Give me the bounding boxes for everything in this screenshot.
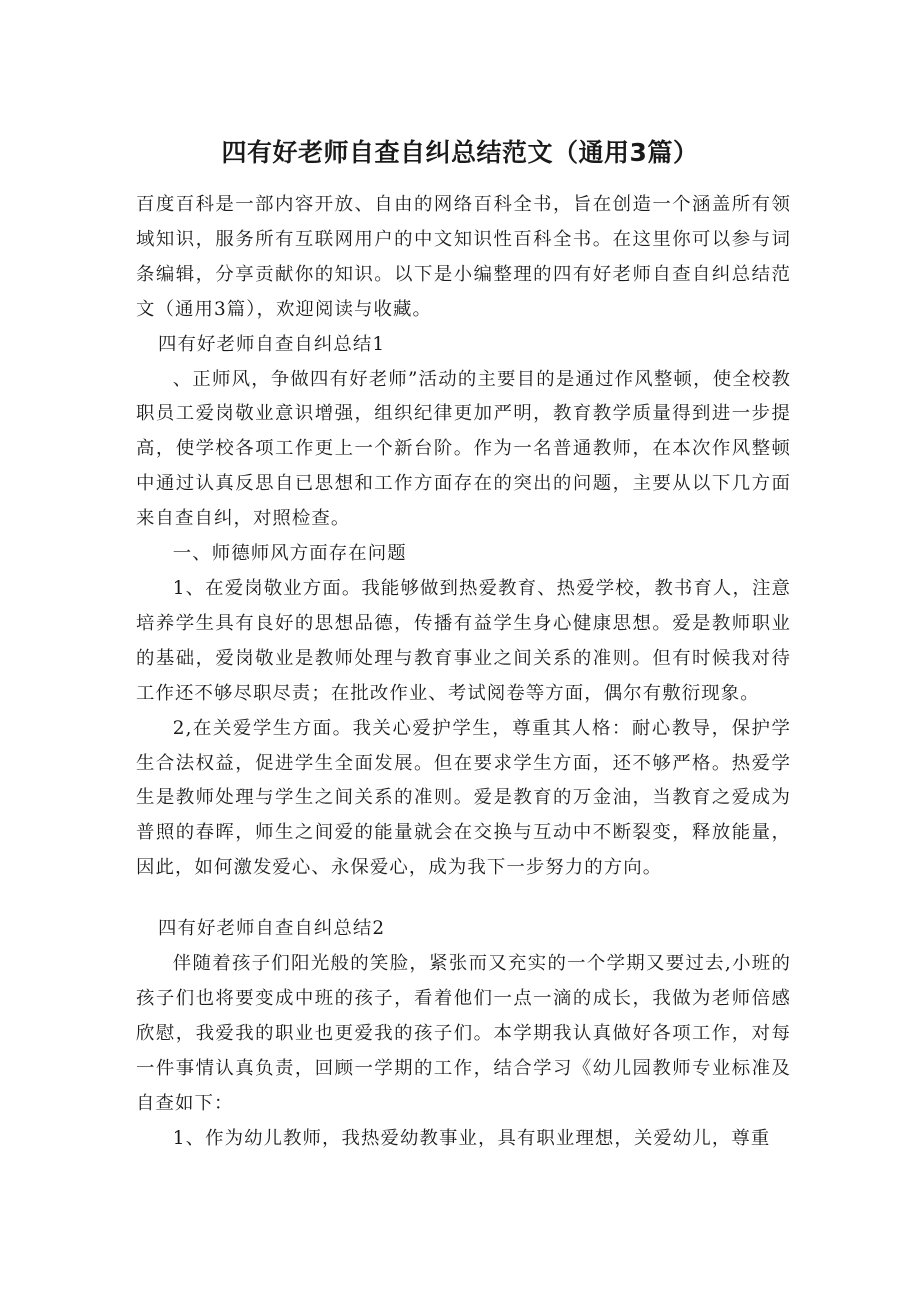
body-paragraph: 1、作为幼儿教师，我热爱幼教事业，具有职业理想，关爱幼儿，尊重 [172,1127,771,1149]
body-paragraph: 伴随着孩子们阳光般的笑脸，紧张而又充实的一个学期又要过去,小班的孩子们也将要变成中班的孩子，看着他们一点一滴的成长，我做为老师倍感欣慰，我爱我的职业也更爱我的孩子们。本学期我认真做好各项工作，对每一件事情认真负责，回顾一学期的工作，结合学习《幼儿园教师专业标准及自查如下： [136,953,791,1114]
section-heading-1: 四有好老师自查自纠总结1 [158,333,386,355]
body-paragraph: 1、在爱岗敬业方面。我能够做到热爱教育、热爱学校，教书育人，注意培养学生具有良好的思想品德，传播有益学生身心健康思想。爱是教师职业的基础，爱岗敬业是教师处理与教育事业之间关系的准则。但有时候我对待工作还不够尽职尽责；在批改作业、考试阅卷等方面，偶尔有敷衍现象。 [136,577,791,704]
document-body [136,188,791,1156]
intro-paragraph: 百度百科是一部内容开放、自由的网络百科全书，旨在创造一个涵盖所有领域知识，服务所有互联网用户的中文知识性百科全书。在这里你可以参与词条编辑，分享贡献你的知识。以下是小编整理的四有好老师自查自纠总结范文（通用3篇），欢迎阅读与收藏。 [136,194,791,320]
body-paragraph: 2,在关爱学生方面。我关心爱护学生，尊重其人格：耐心教导，保护学生合法权益，促进学生全面发展。但在要求学生方面，还不够严格。热爱学生是教师处理与学生之间关系的准则。爱是教育的万金油，当教育之爱成为普照的春晖，师生之间爱的能量就会在交换与互动中不断裂变，释放能量，因此，如何激发爱心、永保爱心，成为我下一步努力的方向。 [136,717,791,879]
subheading-problems: 一、师德师风方面存在问题 [172,543,407,565]
document-title: 四有好老师自查自纠总结范文（通用3篇） [221,137,699,167]
body-paragraph: 、正师风，争做四有好老师”活动的主要目的是通过作风整顿，使全校教职员工爱岗敬业意识增强，组织纪律更加严明，教育教学质量得到进一步提高，使学校各项工作更上一个新台阶。作为一名普通教师，在本次作风整顿中通过认真反思自已思想和工作方面存在的突出的问题，主要从以下几方面来自查自纠，对照检查。 [136,368,791,530]
section-heading-2: 四有好老师自查自纠总结2 [158,918,386,940]
